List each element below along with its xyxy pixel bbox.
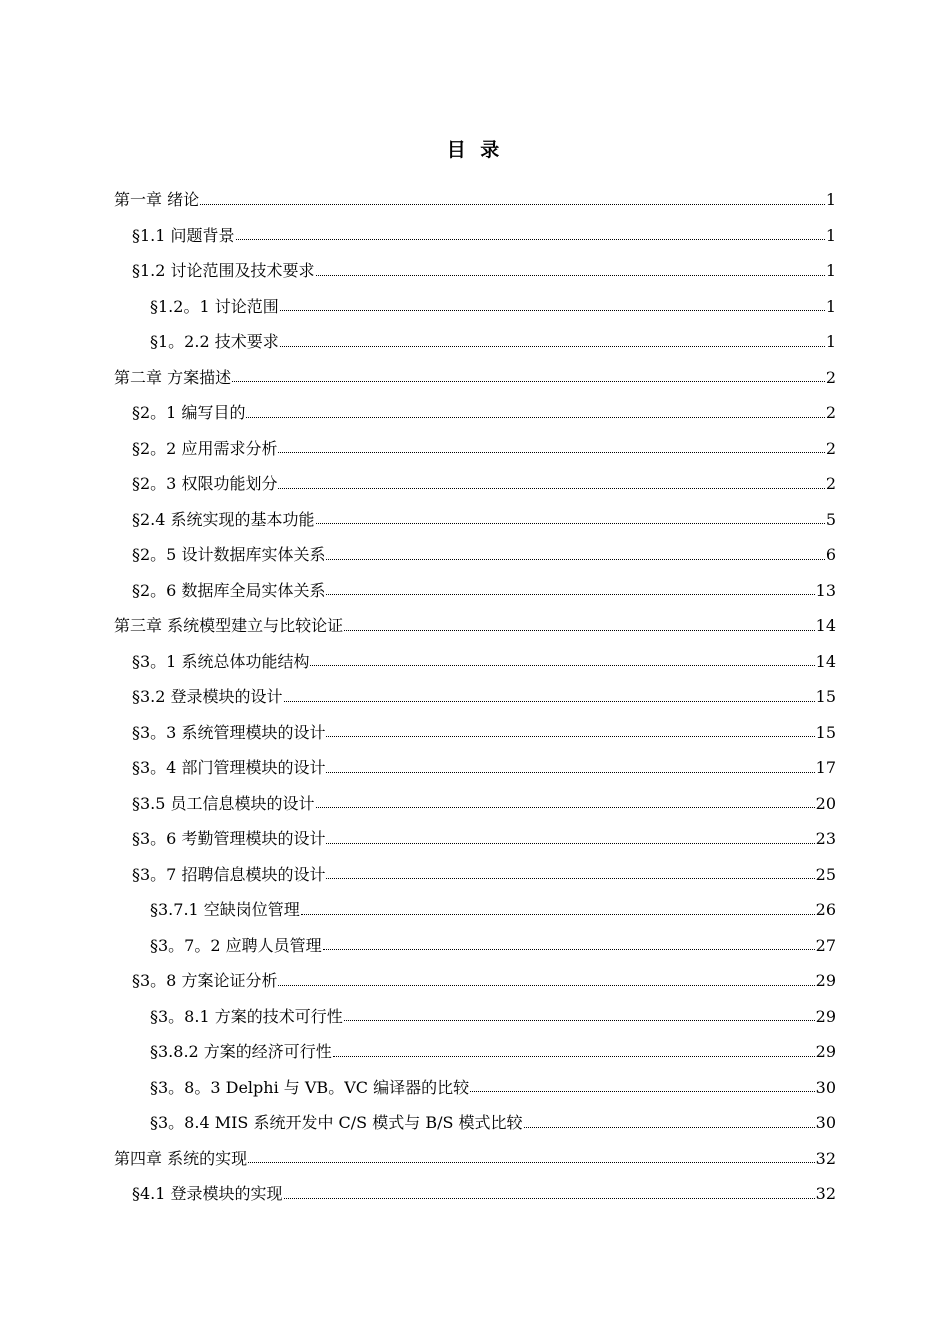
toc-entry-page-number: 17 xyxy=(815,758,836,777)
dot-leader xyxy=(326,878,814,879)
dot-leader xyxy=(284,1198,815,1199)
toc-entry-page-number: 2 xyxy=(825,403,836,422)
dot-leader xyxy=(470,1091,815,1092)
toc-entry[interactable] xyxy=(114,289,836,325)
toc-entry[interactable] xyxy=(114,431,836,467)
toc-entry[interactable] xyxy=(114,360,836,396)
toc-entry-title: §2。2 应用需求分析 xyxy=(132,438,278,458)
dot-leader xyxy=(316,275,825,276)
toc-entry[interactable] xyxy=(114,892,836,928)
toc-entry-page-number: 29 xyxy=(815,1006,836,1026)
toc-entry-title: §1。2.2 技术要求 xyxy=(150,332,279,351)
dot-leader xyxy=(278,452,824,453)
toc-entry-title: §3.5 员工信息模块的设计 xyxy=(132,793,315,813)
toc-entry-title: 第四章 系统的实现 xyxy=(114,1148,248,1168)
toc-entry-page-number: 2 xyxy=(825,438,836,458)
toc-entry[interactable] xyxy=(114,608,836,644)
toc-entry[interactable] xyxy=(114,324,836,360)
toc-entry-title: §3。4 部门管理模块的设计 xyxy=(132,758,326,777)
toc-entry-page-number: 26 xyxy=(815,900,836,919)
toc-entry-page-number: 5 xyxy=(825,509,836,529)
toc-entry[interactable] xyxy=(114,644,836,680)
toc-entry[interactable] xyxy=(114,182,836,218)
toc-entry-page-number: 1 xyxy=(825,296,836,316)
toc-entry-title: §3。6 考勤管理模块的设计 xyxy=(132,829,326,848)
toc-entry[interactable] xyxy=(114,466,836,502)
toc-entry-title: §3.2 登录模块的设计 xyxy=(132,687,283,706)
dot-leader xyxy=(232,381,825,382)
table-of-contents xyxy=(114,182,836,1212)
toc-entry-title: §2。6 数据库全局实体关系 xyxy=(132,580,326,600)
toc-entry-title: §3.7.1 空缺岗位管理 xyxy=(150,900,300,919)
toc-entry-title: §2。3 权限功能划分 xyxy=(132,474,278,493)
toc-entry-title: §3。7。2 应聘人员管理 xyxy=(150,935,322,955)
toc-entry-page-number: 23 xyxy=(815,829,836,848)
toc-entry-title: §4.1 登录模块的实现 xyxy=(132,1184,283,1203)
toc-entry-title: §3。3 系统管理模块的设计 xyxy=(132,722,326,742)
toc-entry[interactable] xyxy=(114,857,836,893)
dot-leader xyxy=(278,488,824,489)
toc-title: 目 录 xyxy=(446,139,504,161)
toc-entry-page-number: 27 xyxy=(815,935,836,955)
dot-leader xyxy=(344,630,815,631)
dot-leader xyxy=(326,594,814,595)
dot-leader xyxy=(280,310,825,311)
toc-entry[interactable] xyxy=(114,1034,836,1070)
toc-entry[interactable] xyxy=(114,679,836,715)
toc-entry-title: §3.8.2 方案的经济可行性 xyxy=(150,1042,332,1061)
toc-entry-title: §3。8。3 Delphi 与 VB。VC 编译器的比较 xyxy=(150,1077,470,1097)
dot-leader xyxy=(280,346,825,347)
toc-entry[interactable] xyxy=(114,395,836,431)
toc-entry-page-number: 15 xyxy=(815,722,836,742)
toc-entry[interactable] xyxy=(114,999,836,1035)
toc-entry-page-number: 30 xyxy=(815,1077,836,1097)
dot-leader xyxy=(248,1162,815,1163)
dot-leader xyxy=(344,1020,815,1021)
toc-entry-title: §2。5 设计数据库实体关系 xyxy=(132,545,326,564)
toc-entry-title: 第三章 系统模型建立与比较论证 xyxy=(114,616,344,635)
toc-entry-page-number: 14 xyxy=(815,651,836,671)
toc-entry[interactable] xyxy=(114,253,836,289)
toc-entry-title: 第二章 方案描述 xyxy=(114,367,232,387)
toc-entry-page-number: 15 xyxy=(815,687,836,706)
toc-entry-page-number: 20 xyxy=(815,793,836,813)
toc-entry[interactable] xyxy=(114,502,836,538)
toc-entry-title: §3。7 招聘信息模块的设计 xyxy=(132,864,326,884)
dot-leader xyxy=(301,914,815,915)
toc-entry-title: §1.2。1 讨论范围 xyxy=(150,296,279,316)
toc-entry-title: §3。1 系统总体功能结构 xyxy=(132,651,310,671)
toc-entry-page-number: 13 xyxy=(815,580,836,600)
toc-entry-page-number: 14 xyxy=(815,616,836,635)
toc-entry[interactable] xyxy=(114,821,836,857)
dot-leader xyxy=(326,843,814,844)
dot-leader xyxy=(310,665,814,666)
toc-entry[interactable] xyxy=(114,928,836,964)
toc-entry[interactable] xyxy=(114,715,836,751)
toc-entry[interactable] xyxy=(114,1105,836,1141)
toc-entry[interactable] xyxy=(114,1070,836,1106)
toc-entry-title: §1.1 问题背景 xyxy=(132,225,235,245)
toc-entry[interactable] xyxy=(114,963,836,999)
dot-leader xyxy=(200,204,825,205)
toc-entry-page-number: 32 xyxy=(815,1184,836,1203)
dot-leader xyxy=(246,417,824,418)
dot-leader xyxy=(326,736,814,737)
dot-leader xyxy=(316,807,815,808)
toc-entry-page-number: 32 xyxy=(815,1148,836,1168)
toc-entry-title: §3。8.1 方案的技术可行性 xyxy=(150,1006,343,1026)
toc-entry[interactable] xyxy=(114,218,836,254)
dot-leader xyxy=(323,949,815,950)
toc-entry-page-number: 1 xyxy=(825,332,836,351)
dot-leader xyxy=(316,523,825,524)
toc-entry-title: §3。8 方案论证分析 xyxy=(132,971,278,990)
toc-entry-page-number: 2 xyxy=(825,474,836,493)
dot-leader xyxy=(284,701,815,702)
toc-entry[interactable] xyxy=(114,1141,836,1177)
toc-entry-page-number: 29 xyxy=(815,971,836,990)
toc-entry-page-number: 6 xyxy=(825,545,836,564)
toc-entry-page-number: 30 xyxy=(815,1113,836,1132)
toc-entry[interactable] xyxy=(114,750,836,786)
toc-entry-page-number: 1 xyxy=(825,261,836,280)
toc-entry[interactable] xyxy=(114,573,836,609)
toc-entry-page-number: 2 xyxy=(825,367,836,387)
toc-entry-page-number: 29 xyxy=(815,1042,836,1061)
toc-entry[interactable] xyxy=(114,1176,836,1212)
toc-entry-page-number: 1 xyxy=(825,225,836,245)
toc-entry-title: §2。1 编写目的 xyxy=(132,403,246,422)
dot-leader xyxy=(326,772,814,773)
dot-leader xyxy=(278,985,814,986)
toc-entry[interactable] xyxy=(114,786,836,822)
toc-entry-title: 第一章 绪论 xyxy=(114,190,200,209)
toc-entry-title: §2.4 系统实现的基本功能 xyxy=(132,509,315,529)
toc-entry-page-number: 1 xyxy=(825,190,836,209)
toc-entry-title: §3。8.4 MIS 系统开发中 C/S 模式与 B/S 模式比较 xyxy=(150,1113,523,1132)
dot-leader xyxy=(236,239,825,240)
dot-leader xyxy=(524,1127,815,1128)
dot-leader xyxy=(333,1056,815,1057)
dot-leader xyxy=(326,559,824,560)
toc-entry[interactable] xyxy=(114,537,836,573)
toc-entry-page-number: 25 xyxy=(815,864,836,884)
toc-entry-title: §1.2 讨论范围及技术要求 xyxy=(132,261,315,280)
